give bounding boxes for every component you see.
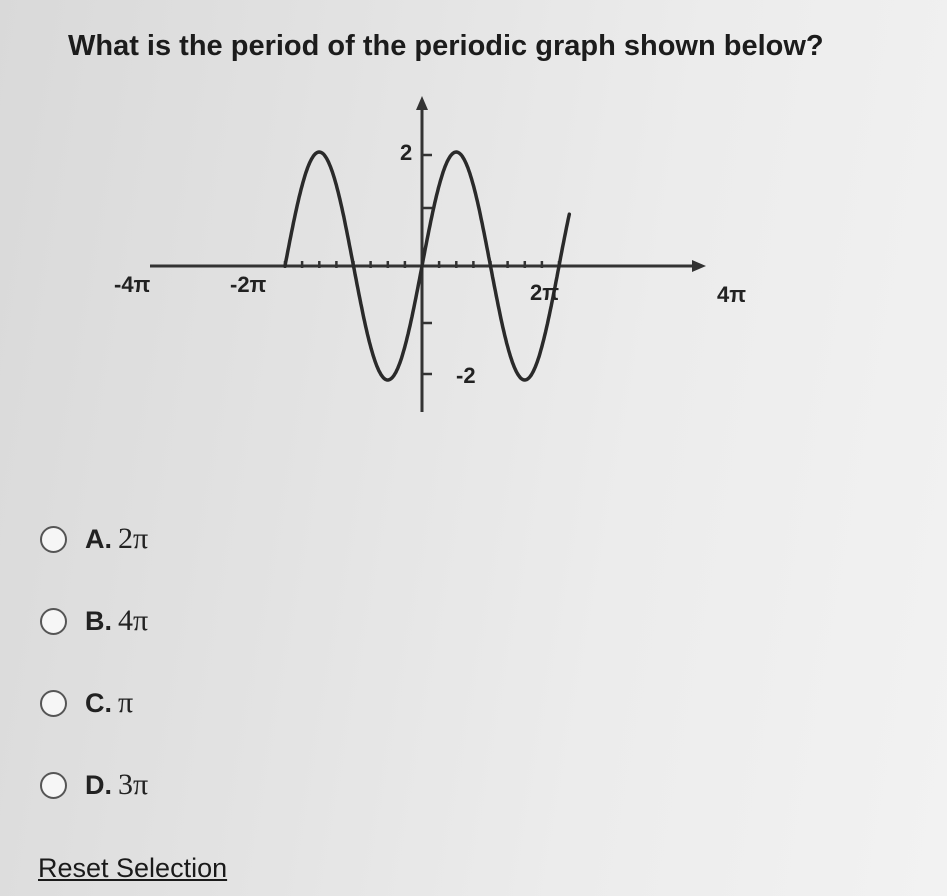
question-text: What is the period of the periodic graph shown below? — [68, 30, 824, 62]
radio-option-a[interactable] — [40, 526, 67, 553]
y-label-neg2: -2 — [456, 363, 476, 388]
x-label-neg4pi: -4π — [114, 272, 151, 297]
x-label-4pi: 4π — [717, 282, 747, 307]
x-label-neg2pi: -2π — [230, 272, 267, 297]
option-a-value: 2π — [118, 522, 149, 555]
option-a-letter: A. — [85, 523, 112, 554]
y-axis-arrowhead — [416, 96, 428, 110]
y-label-2: 2 — [400, 140, 413, 165]
option-d-value: 3π — [118, 768, 149, 801]
option-b-letter: B. — [85, 605, 112, 636]
radio-option-b[interactable] — [40, 608, 67, 635]
option-d[interactable] — [40, 764, 148, 806]
option-c-letter: C. — [85, 687, 112, 718]
x-label-2pi: 2π — [530, 280, 560, 305]
option-a[interactable] — [40, 518, 148, 560]
radio-option-d[interactable] — [40, 772, 67, 799]
option-c[interactable] — [40, 682, 148, 724]
option-b-value: 4π — [118, 604, 149, 637]
x-axis-arrowhead — [692, 260, 706, 272]
option-b[interactable] — [40, 600, 148, 642]
reset-selection-link[interactable]: Reset Selection — [38, 853, 228, 883]
option-c-value: π — [118, 686, 134, 719]
option-d-letter: D. — [85, 769, 112, 800]
answer-options — [40, 518, 148, 846]
radio-option-c[interactable] — [40, 690, 67, 717]
